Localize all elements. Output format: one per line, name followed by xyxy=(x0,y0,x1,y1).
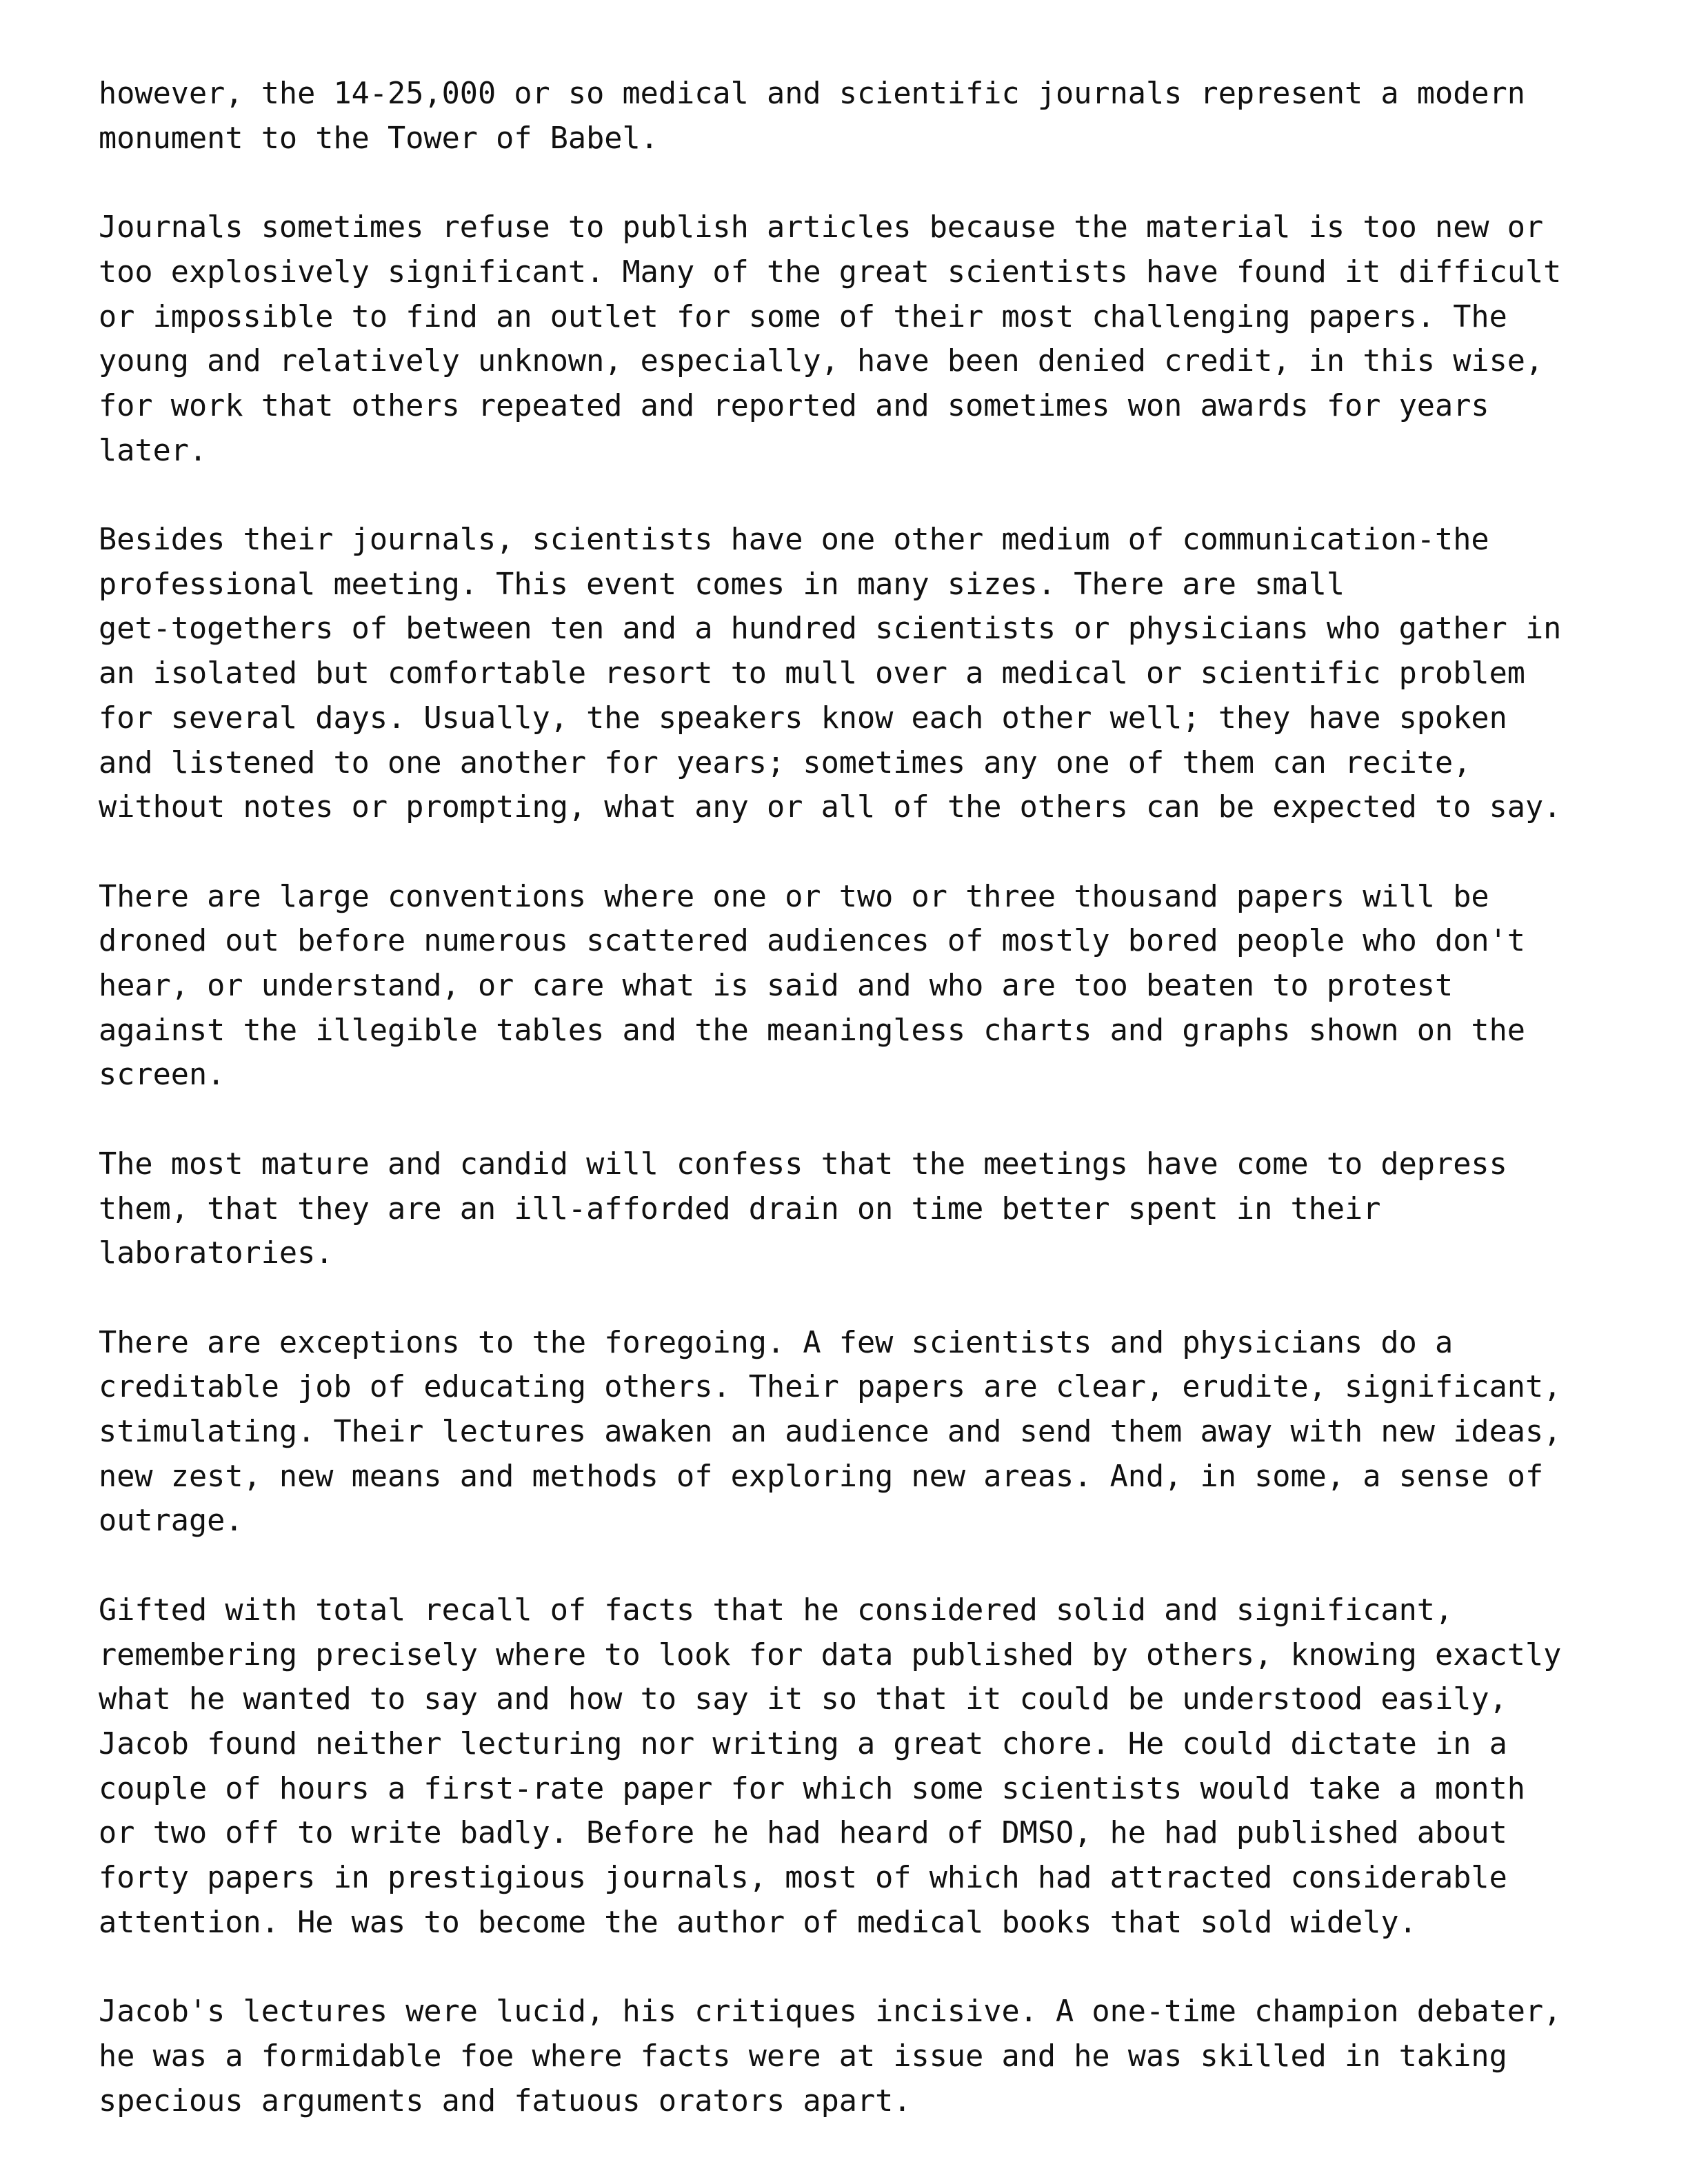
paragraph-jacob-recall: Gifted with total recall of facts that he considered solid and significant, remembering precisely where to look for data published by others, knowing exactly what he wanted to say and how to say it so that it could be understood easily, Jacob found neither lecturing nor writing a great chore. He could dictate in a couple of hours a first-rate paper for which some scientists would take a month or two off to write badly. Before he had heard of DMSO, he had published about forty papers in prestigious journals, most of which had attracted considerable attention. He was to become the author of medical books that sold widely. xyxy=(99,1593,1562,1940)
paragraph-journals-babel: however, the 14-25,000 or so medical and scientific journals represent a modern monument to the Tower of Babel. xyxy=(99,77,1525,156)
paragraph-professional-meeting: Besides their journals, scientists have one other medium of communication-the professional meeting. This event comes in many sizes. There are small get-togethers of between ten and a hundred scientists or physicians who gather in an isolated but comfortable resort to mull over a medical or scientific problem for several days. Usually, the speakers know each other well; they have spoken and listened to one another for years; sometimes any one of them can recite, without notes or prompting, what any or all of the others can be expected to say. xyxy=(99,523,1562,825)
paragraph-journals-refuse: Journals sometimes refuse to publish articles because the material is too new or too explosively significant. Many of the great scientists have found it difficult or impossible to find an outlet for some of their most challenging papers. The young and relatively unknown, especially, have been denied credit, in this wise, for work that others repeated and reported and sometimes won awards for years later. xyxy=(99,210,1562,468)
paragraph-large-conventions: There are large conventions where one or two or three thousand papers will be droned out before numerous scattered audiences of mostly bored people who don't hear, or understand, or care what is said and who are too beaten to protest against the illegible tables and the meaningless charts and graphs shown on the screen. xyxy=(99,879,1525,1093)
paragraph-mature-candid: The most mature and candid will confess that the meetings have come to depress them, that they are an ill-afforded drain on time better spent in their laboratories. xyxy=(99,1146,1507,1271)
paragraph-jacob-lectures: Jacob's lectures were lucid, his critiques incisive. A one-time champion debater, he was a formidable foe where facts were at issue and he was skilled in taking specious arguments and fatuous orators apart. xyxy=(99,1994,1562,2119)
document-page xyxy=(99,72,1629,2168)
paragraph-exceptions: There are exceptions to the foregoing. A few scientists and physicians do a creditable job of educating others. Their papers are clear, erudite, significant, stimulating. Their lectures awaken an audience and send them away with new ideas, new zest, new means and methods of exploring new areas. And, in some, a sense of outrage. xyxy=(99,1325,1562,1539)
